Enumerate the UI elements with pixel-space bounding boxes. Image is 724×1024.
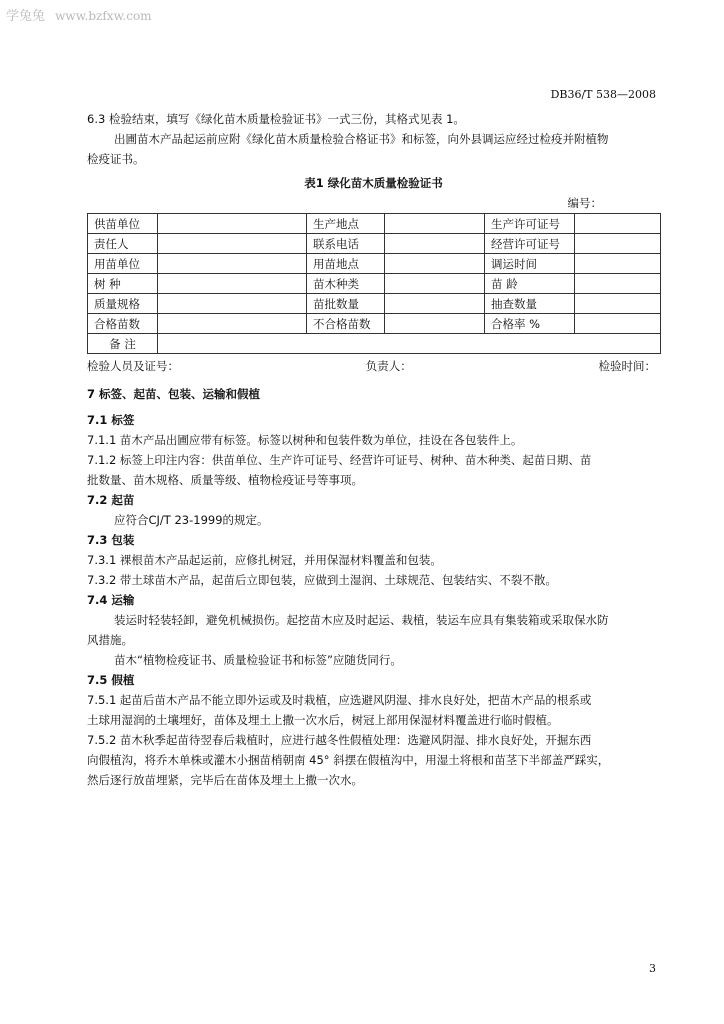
label-use-site: 用苗地点 bbox=[307, 254, 385, 274]
label-tree-species: 树 种 bbox=[88, 274, 158, 294]
label-seedling-age: 苗 龄 bbox=[485, 274, 575, 294]
label-qualified-count: 合格苗数 bbox=[88, 314, 158, 334]
value-tree-species bbox=[158, 274, 307, 294]
section-7-5-heading: 7.5 假植 bbox=[87, 673, 135, 687]
table-row bbox=[88, 274, 661, 294]
value-user-unit bbox=[158, 254, 307, 274]
clause-7-3-2: 7.3.2 带土球苗木产品，起苗后立即包装，应做到土湿润、土球规范、包装结实、不裂不散。 bbox=[87, 573, 557, 587]
document-code: DB36/T 538—2008 bbox=[550, 88, 656, 101]
label-user-unit: 用苗单位 bbox=[88, 254, 158, 274]
clause-7-5-2-line-3: 然后逐行放苗埋紧，完毕后在苗体及埋土上撒一次水。 bbox=[87, 773, 363, 787]
table-row bbox=[88, 314, 661, 334]
label-production-site: 生产地点 bbox=[307, 214, 385, 234]
clause-7-3-1: 7.3.1 裸根苗木产品起运前，应修扎树冠，并用保湿材料覆盖和包装。 bbox=[87, 553, 442, 567]
watermark-brand: 学兔兔 bbox=[6, 9, 46, 24]
clause-7-4-line-3: 苗木“植物检疫证书、质量检验证书和标签”应随货同行。 bbox=[114, 653, 402, 667]
value-pass-rate bbox=[575, 314, 661, 334]
label-production-license: 生产许可证号 bbox=[485, 214, 575, 234]
section-7-heading: 7 标签、起苗、包装、运输和假植 bbox=[87, 387, 261, 401]
value-transport-time bbox=[575, 254, 661, 274]
table-row bbox=[88, 214, 661, 234]
label-supplier: 供苗单位 bbox=[88, 214, 158, 234]
value-seedling-type bbox=[385, 274, 485, 294]
value-use-site bbox=[385, 254, 485, 274]
table-row bbox=[88, 234, 661, 254]
page-body bbox=[87, 109, 660, 790]
label-quality-spec: 质量规格 bbox=[88, 294, 158, 314]
clause-7-4-line-2: 风措施。 bbox=[87, 633, 133, 647]
clause-7-1-2-line-2: 批数量、苗木规格、质量等级、植物检疫证号等事项。 bbox=[87, 473, 363, 487]
section-7-3-heading: 7.3 包装 bbox=[87, 533, 135, 547]
clause-7-5-2-line-1: 7.5.2 苗木秋季起苗待翌春后栽植时，应进行越冬性假植处理：选避风阴湿、排水良好处，开掘东西 bbox=[87, 733, 592, 747]
clause-7-1-2-line-1: 7.1.2 标签上印注内容：供苗单位、生产许可证号、经营许可证号、树种、苗木种类、起苗日期、苗 bbox=[87, 453, 592, 467]
serial-number-label: 编号： bbox=[567, 196, 602, 210]
label-unqualified-count: 不合格苗数 bbox=[307, 314, 385, 334]
value-contact-phone bbox=[385, 234, 485, 254]
inspection-time-label: 检验时间： bbox=[598, 359, 656, 373]
label-pass-rate: 合格率 % bbox=[485, 314, 575, 334]
value-batch-quantity bbox=[385, 294, 485, 314]
watermark bbox=[6, 5, 152, 24]
section-7-2-heading: 7.2 起苗 bbox=[87, 493, 135, 507]
section-7-1-heading: 7.1 标签 bbox=[87, 413, 135, 427]
label-remarks: 备 注 bbox=[88, 334, 158, 354]
section-7-4-heading: 7.4 运输 bbox=[87, 593, 135, 607]
value-quality-spec bbox=[158, 294, 307, 314]
value-responsible-person bbox=[158, 234, 307, 254]
clause-7-4-line-1: 装运时轻装轻卸，避免机械损伤。起挖苗木应及时起运、栽植，装运车应具有集装箱或采取保水防 bbox=[114, 613, 609, 627]
clause-7-5-2-line-2: 向假植沟，将乔木单株或灌木小捆苗梢朝南 45° 斜摆在假植沟中，用湿土将根和苗茎下半部盖严踩实， bbox=[87, 753, 610, 767]
value-qualified-count bbox=[158, 314, 307, 334]
clause-6-3: 6.3 检验结束，填写《绿化苗木质量检验证书》一式三份，其格式见表 1。 bbox=[87, 112, 465, 126]
intro-paragraph-line-1: 出圃苗木产品起运前应附《绿化苗木质量检验合格证书》和标签，向外县调运应经过检疫并附植物 bbox=[114, 132, 609, 146]
table-row bbox=[88, 254, 661, 274]
label-batch-quantity: 苗批数量 bbox=[307, 294, 385, 314]
label-business-license: 经营许可证号 bbox=[485, 234, 575, 254]
label-transport-time: 调运时间 bbox=[485, 254, 575, 274]
table-row bbox=[88, 334, 661, 354]
value-production-license bbox=[575, 214, 661, 234]
clause-7-5-1-line-2: 土球用湿润的土壤埋好，苗体及埋土上撒一次水后，树冠上部用保湿材料覆盖进行临时假植。 bbox=[87, 713, 559, 727]
signature-line bbox=[87, 356, 660, 376]
page-number: 3 bbox=[649, 962, 656, 975]
value-business-license bbox=[575, 234, 661, 254]
inspector-label: 检验人员及证号： bbox=[87, 359, 179, 373]
label-responsible-person: 责任人 bbox=[88, 234, 158, 254]
watermark-url: www.bzfxw.com bbox=[55, 9, 152, 23]
clause-7-5-1-line-1: 7.5.1 起苗后苗木产品不能立即外运或及时栽植，应选避风阴湿、排水良好处，把苗木产品的根系或 bbox=[87, 693, 592, 707]
value-seedling-age bbox=[575, 274, 661, 294]
value-remarks bbox=[158, 334, 661, 354]
clause-7-1-1: 7.1.1 苗木产品出圃应带有标签。标签以树种和包装件数为单位，挂设在各包装件上。 bbox=[87, 433, 523, 447]
responsible-label: 负责人： bbox=[365, 359, 412, 373]
clause-7-2-text: 应符合CJ/T 23-1999的规定。 bbox=[114, 513, 269, 527]
label-seedling-type: 苗木种类 bbox=[307, 274, 385, 294]
value-supplier bbox=[158, 214, 307, 234]
value-unqualified-count bbox=[385, 314, 485, 334]
certificate-table bbox=[87, 213, 661, 354]
value-sample-quantity bbox=[575, 294, 661, 314]
table-title: 表1 绿化苗木质量检验证书 bbox=[304, 176, 443, 190]
table-row bbox=[88, 294, 661, 314]
label-sample-quantity: 抽查数量 bbox=[485, 294, 575, 314]
label-contact-phone: 联系电话 bbox=[307, 234, 385, 254]
value-production-site bbox=[385, 214, 485, 234]
intro-paragraph-line-2: 检疫证书。 bbox=[87, 152, 145, 166]
